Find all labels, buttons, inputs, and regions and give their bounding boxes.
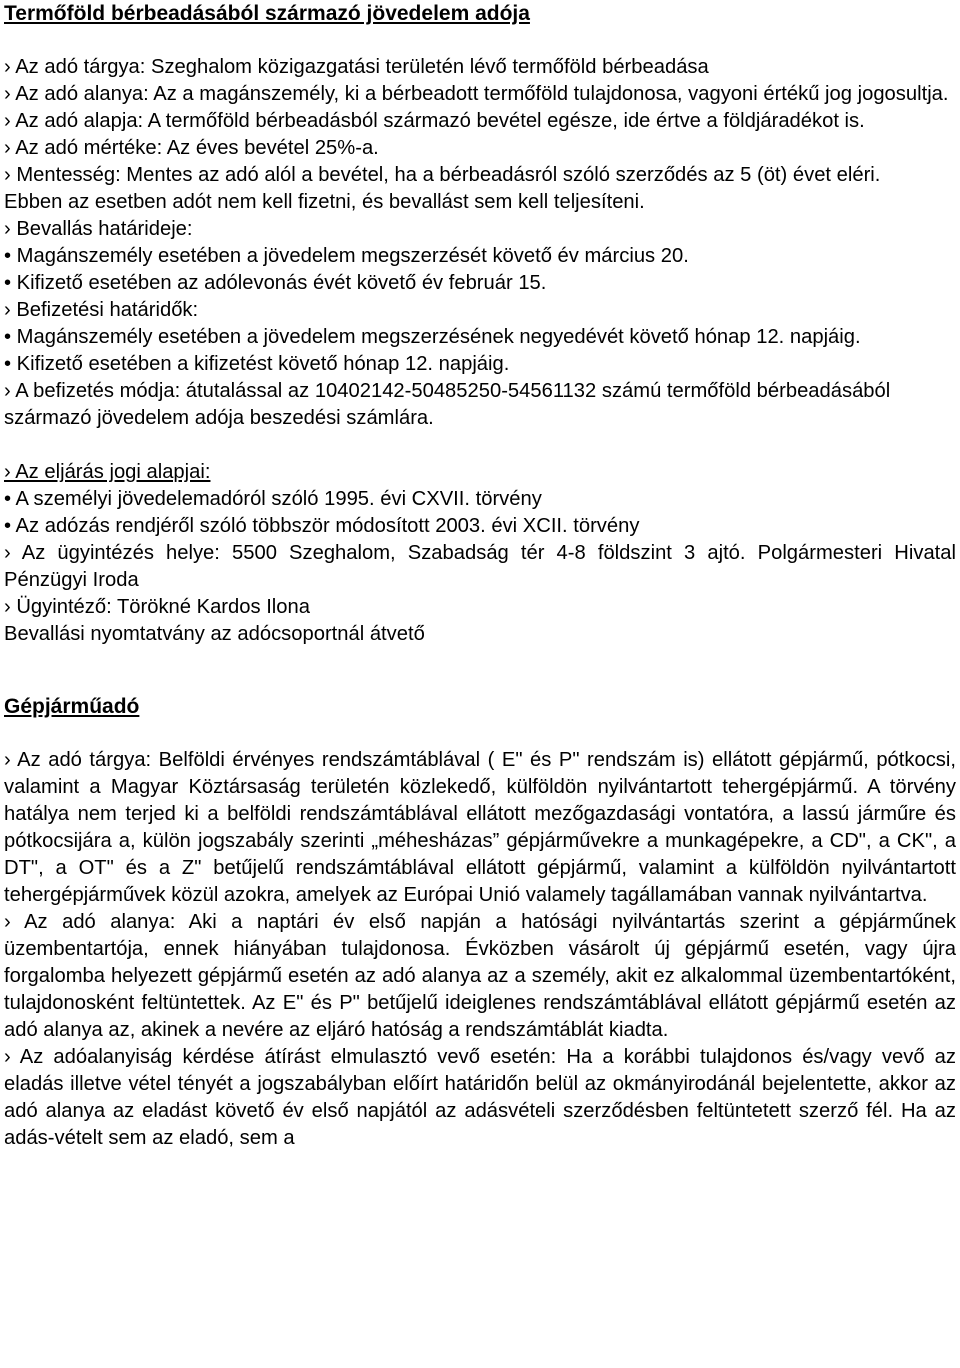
vehicle-tax-subject-paragraph: › Az adó tárgya: Belföldi érvényes rendszámtáblával ( E" és P" rendszám is) ellátott gépjármű, pótkocsi, valamint a Magyar Köztársaság területén közlekedő, külföldön nyilvántartott tehergépjármű. A törvény hatálya nem terjed ki a belföldi rendszámtáblával ellátott mezőgazdasági vontatóra, a lassú járműre és pótkocsijára a, külön jogszabály szerinti „méhesházas” gépjárművekre a munkagépekre, a CD", a CK", a DT", a OT" és a Z" betűjelű rendszámtáblával ellátott gépjármű, valamint a külföldön nyilvántartott tehergépjárművek közül azokra, amelyek az Európai Unió valamely tagállamában vannak nyilvántartva. <box>4 749 956 906</box>
tax-base-line: › Az adó alapja: A termőföld bérbeadásból származó bevétel egésze, ide értve a földjáradékot is. <box>4 110 865 132</box>
administrator-line: › Ügyintéző: Törökné Kardos Ilona <box>4 596 310 618</box>
legal-basis-item-2: • Az adózás rendjéről szóló többször módosított 2003. évi XCII. törvény <box>4 515 640 537</box>
legal-basis-item-1: • A személyi jövedelemadóról szóló 1995. évi CXVII. törvény <box>4 488 542 510</box>
payment-deadline-payer: • Kifizető esetében a kifizetést követő hónap 12. napjáig. <box>4 353 510 375</box>
payment-deadline-heading: › Befizetési határidők: <box>4 299 199 321</box>
tax-payer-line: › Az adó alanya: Az a magánszemély, ki a bérbeadott termőföld tulajdonosa, vagyoni értékű jog jogosultja. <box>4 83 949 105</box>
office-location-line: › Az ügyintézés helye: 5500 Szeghalom, Szabadság tér 4-8 földszint 3 ajtó. Polgármesteri Hivatal Pénzügyi Iroda <box>4 542 956 591</box>
exemption-line: › Mentesség: Mentes az adó alól a bevétel, ha a bérbeadásról szóló szerződés az 5 (öt) évet eléri. <box>4 164 881 186</box>
vehicle-tax-buyer-paragraph: › Az adóalanyiság kérdése átírást elmulasztó vevő esetén: Ha a korábbi tulajdonos és/vagy vevő az eladás illetve vétel tényét a jogszabályban előírt határidőn belül az okmányirodánál bejelentette, akkor az adó alanya az eladást követő év első napjától az adásvételi szerződésben feltüntetett szerző fél. Ha az adás-vételt sem az eladó, sem a <box>4 1046 956 1149</box>
payment-deadline-individual: • Magánszemély esetében a jövedelem megszerzésének negyedévét követő hónap 12. napjáig. <box>4 326 861 348</box>
spacer <box>4 648 956 693</box>
payment-method-continuation: származó jövedelem adója beszedési számlára. <box>4 407 434 429</box>
spacer <box>4 27 956 54</box>
exemption-note-line: Ebben az esetben adót nem kell fizetni, és bevallást sem kell teljesíteni. <box>4 191 645 213</box>
spacer <box>4 720 956 747</box>
filing-deadline-individual: • Magánszemély esetében a jövedelem megszerzését követő év március 20. <box>4 245 689 267</box>
payment-method-line: › A befizetés módja: átutalással az 10402142-50485250-54561132 számú termőföld bérbeadásából <box>4 380 891 402</box>
filing-deadline-heading: › Bevallás határideje: <box>4 218 193 240</box>
section-title-land-rent-tax: Termőföld bérbeadásából származó jövedelem adója <box>4 2 530 25</box>
tax-subject-line: › Az adó tárgya: Szeghalom közigazgatási területén lévő termőföld bérbeadása <box>4 56 709 78</box>
filing-deadline-payer: • Kifizető esetében az adólevonás évét követő év február 15. <box>4 272 547 294</box>
vehicle-tax-payer-paragraph: › Az adó alanya: Aki a naptári év első napján a hatósági nyilvántartás szerint a gépjárműnek üzembentartója, ennek hiányában tulajdonosa. Évközben vásárolt új gépjármű esetén, vagy újra forgalomba helyezett gépjármű esetén az adó alanya az a személy, akit ez alkalommal üzembentartóként, tulajdonosként feltüntettek. Az E" és P" betűjelű ideiglenes rendszámtáblával ellátott gépjármű esetén az adó alanya az, akinek a nevére az eljáró hatóság a rendszámtáblát kiadta. <box>4 911 956 1041</box>
spacer <box>4 432 956 459</box>
section-title-vehicle-tax: Gépjárműadó <box>4 695 140 718</box>
tax-rate-line: › Az adó mértéke: Az éves bevétel 25%-a. <box>4 137 379 159</box>
form-availability-line: Bevallási nyomtatvány az adócsoportnál átvető <box>4 623 425 645</box>
legal-basis-heading: › Az eljárás jogi alapjai: <box>4 461 211 483</box>
